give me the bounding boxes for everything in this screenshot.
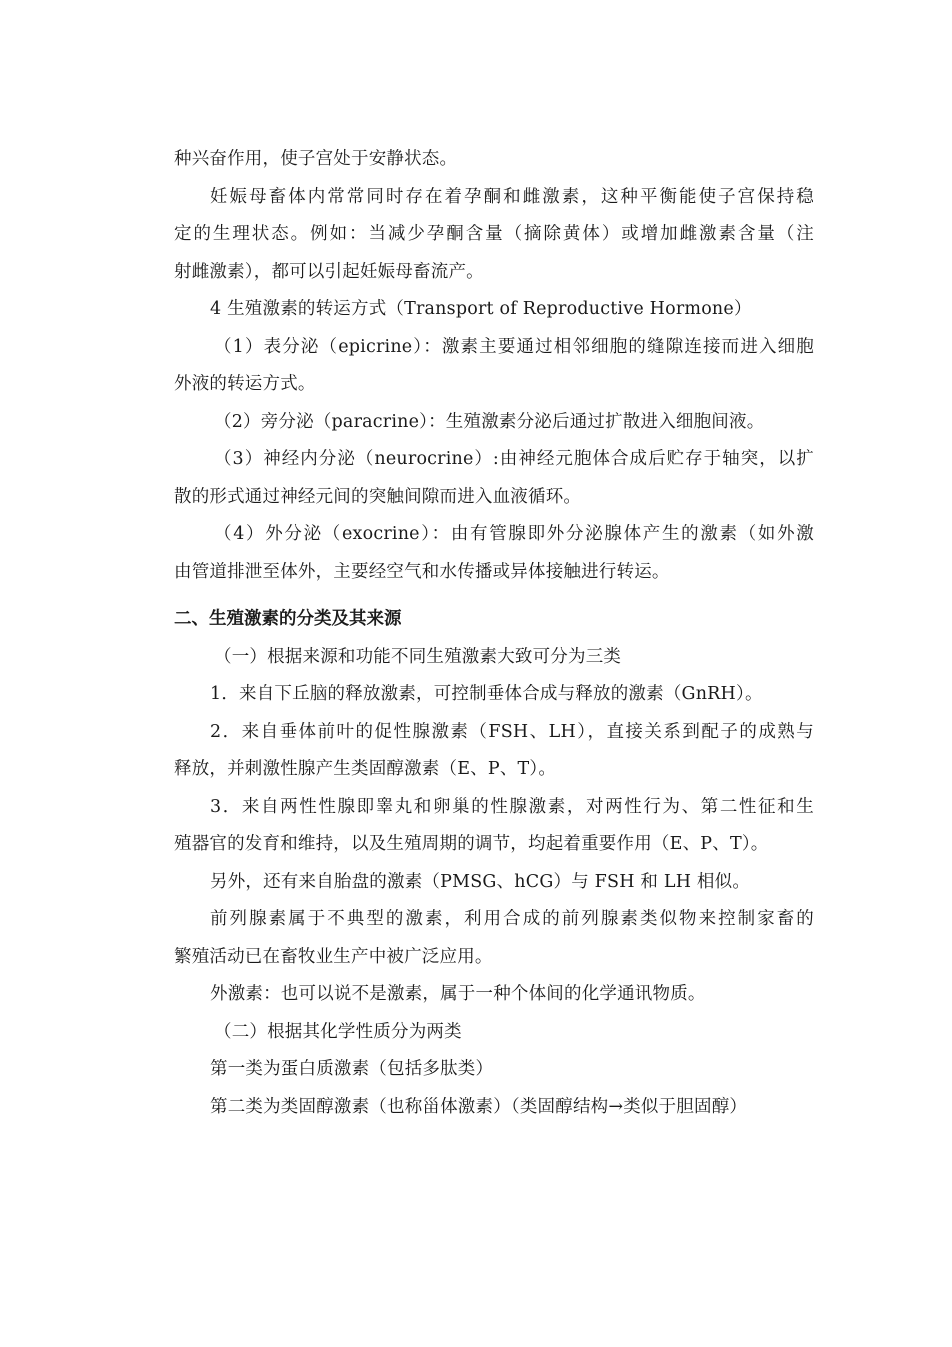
paragraph-line: （4）外分泌（exocrine）：由有管腺即外分泌腺体产生的激素（如外激	[214, 524, 814, 544]
paragraph-line: 第一类为蛋白质激素（包括多肽类）	[210, 1059, 494, 1079]
paragraph-line: 种兴奋作用，使子宫处于安静状态。	[174, 149, 458, 169]
paragraph-line: 3．来自两性性腺即睾丸和卵巢的性腺激素，对两性行为、第二性征和生	[210, 796, 814, 817]
document-body	[174, 141, 814, 1126]
paragraph-line: 定的生理状态。例如：当减少孕酮含量（摘除黄体）或增加雌激素含量（注	[174, 224, 814, 244]
paragraph-line: （二）根据其化学性质分为两类	[214, 1021, 462, 1042]
paragraph-line: 1．来自下丘脑的释放激素，可控制垂体合成与释放的激素（GnRH）。	[210, 684, 763, 704]
paragraph-line: 射雌激素），都可以引起妊娠母畜流产。	[174, 261, 484, 282]
section-heading: 二、生殖激素的分类及其来源	[174, 609, 402, 629]
paragraph-line: 前列腺素属于不典型的激素，利用合成的前列腺素类似物来控制家畜的	[210, 909, 814, 929]
paragraph-line: 释放，并刺激性腺产生类固醇激素（E、P、T）。	[174, 759, 557, 779]
paragraph-line: 散的形式通过神经元间的突触间隙而进入血液循环。	[174, 486, 582, 507]
paragraph-line: 繁殖活动已在畜牧业生产中被广泛应用。	[174, 946, 493, 967]
paragraph-line: 4 生殖激素的转运方式（Transport of Reproductive Hormone）	[210, 299, 752, 319]
paragraph-line: （3）神经内分泌（neurocrine）:由神经元胞体合成后贮存于轴突，以扩	[214, 449, 814, 469]
paragraph-line: （1）表分泌（epicrine）：激素主要通过相邻细胞的缝隙连接而进入细胞	[214, 336, 814, 357]
paragraph-line: 由管道排泄至体外，主要经空气和水传播或异体接触进行转运。	[174, 561, 670, 582]
paragraph-line: （一）根据来源和功能不同生殖激素大致可分为三类	[214, 646, 622, 667]
paragraph-line: 第二类为类固醇激素（也称甾体激素）（类固醇结构→类似于胆固醇）	[210, 1096, 748, 1117]
paragraph-line: 殖器官的发育和维持，以及生殖周期的调节，均起着重要作用（E、P、T）。	[174, 834, 769, 854]
paragraph-line: 妊娠母畜体内常常同时存在着孕酮和雌激素，这种平衡能使子宫保持稳	[210, 186, 814, 207]
paragraph-line: 外液的转运方式。	[174, 374, 316, 394]
paragraph-line: 外激素：也可以说不是激素，属于一种个体间的化学通讯物质。	[210, 984, 706, 1004]
paragraph-line: （2）旁分泌（paracrine）：生殖激素分泌后通过扩散进入细胞间液。	[214, 411, 765, 432]
paragraph-line: 2．来自垂体前叶的促性腺激素（FSH、LH），直接关系到配子的成熟与	[210, 721, 814, 742]
paragraph-line: 另外，还有来自胎盘的激素（PMSG、hCG）与 FSH 和 LH 相似。	[210, 871, 751, 892]
